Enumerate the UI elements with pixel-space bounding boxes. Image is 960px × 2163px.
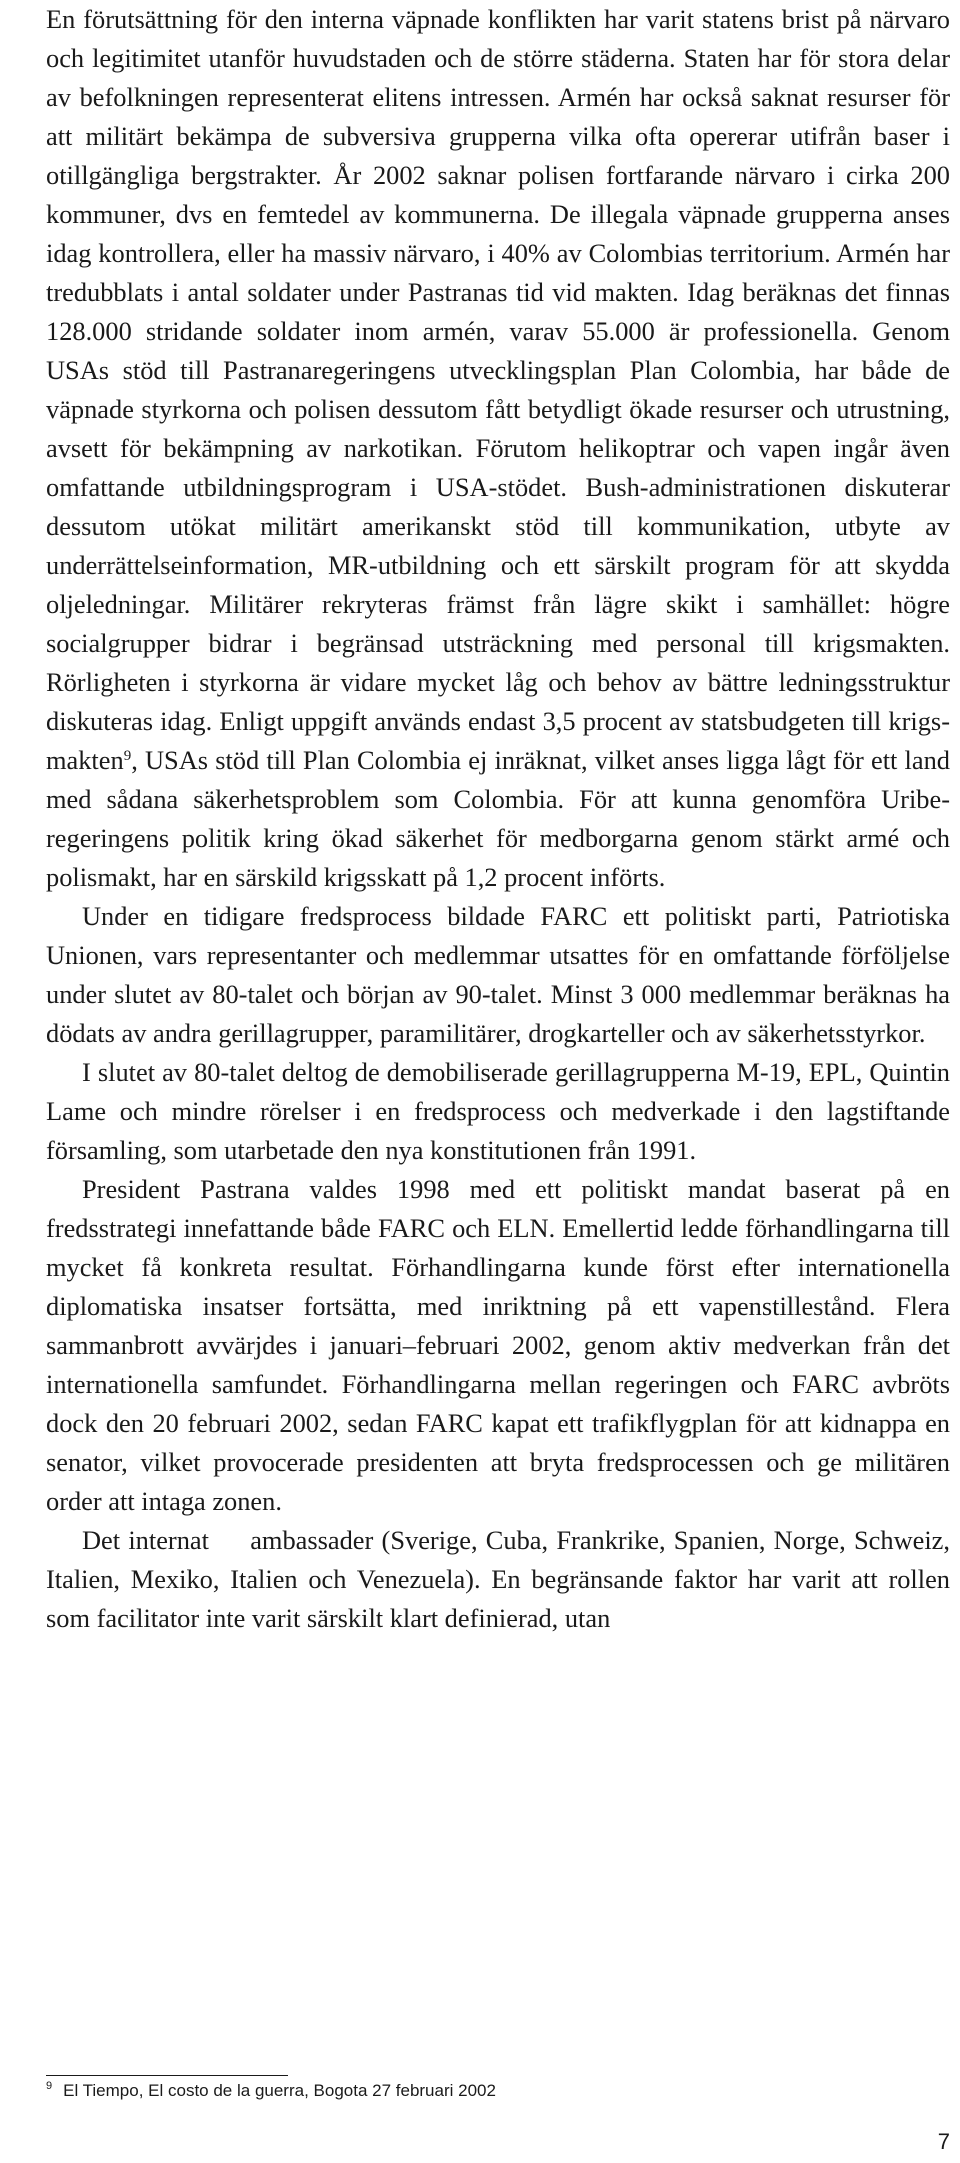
body-text — [46, 0, 957, 1638]
paragraph-4: President Pastrana valdes 1998 med ett politiskt mandat baserat på en fredsstrategi innefattande både FARC och ELN. Emellertid ledde förhandlingarna till mycket få konkreta resultat. Förhandlingarna kunde först efter internationella diplomatiska insatser fortsätta, med inriktning på ett vapenstillestånd. Flera sammanbrott avvärjdes i januari–februari 2002, genom aktiv medverkan från det internationella samfundet. Förhandlingarna mellan regeringen och FARC avbröts dock den 20 februari 2002, sedan FARC kapat ett trafikflygplan för att kidnappa en senator, vilket provocerade presidenten att bryta fredsprocessen och ge militären order att intaga zonen. — [46, 1174, 950, 1516]
footnote — [46, 2079, 496, 2103]
paragraph-1 — [46, 0, 950, 897]
footnote-number: 9 — [46, 2080, 53, 2093]
paragraph-2: Under en tidigare fredsprocess bildade FARC ett politiskt parti, Patriotiska Unionen, vars representanter och medlemmar utsattes för en omfattande förföljelse under slutet av 80-talet och början av 90-talet. Minst 3 000 medlemmar beräknas ha dödats av andra gerillagrupper, paramilitärer, drogkarteller och av säkerhetsstyrkor. — [46, 901, 950, 1048]
paragraph-5 — [46, 1521, 957, 1638]
footnote-reference: 9 — [123, 748, 132, 764]
footnote-divider — [46, 2075, 288, 2076]
paragraph-1-text: En förutsättning för den interna väpnade konflikten har varit statens brist på närvaro och legitimitet utanför huvudstaden och de större städerna. Staten har för stora delar av befolkningen representerat elitens intressen. Armén har också saknat resurser för att militärt bekämpa de subversiva grupperna vilka ofta opererar utifrån baser i otillgängliga bergstrakter. År 2002 saknar polisen fortfarande närvaro i cirka 200 kommuner, dvs en femtedel av kommunerna. De illegala väpnade grupperna anses idag kontrollera, eller ha massiv närvaro, i 40% av Colombias territorium. Armén har tredubblats i antal soldater under Pastranas tid vid makten. Idag beräknas det finnas 128.000 stridande soldater inom armén, varav 55.000 är professionella. Genom USAs stöd till Pastranaregeringens utvecklingsplan Plan Colombia, har både de väpnade styrkorna och polisen dessutom fått betydligt ökade resurser och utrustning, avsett för bekämpning av narkotikan. Förutom helikoptrar och vapen ingår även omfattande utbildningsprogram i USA-stödet. Bush-administrationen diskuterar dessutom utökat militärt amerikanskt stöd till kommunikation, utbyte av underrättelseinformation, MR-utbildning och ett särskilt program för att skydda oljeledningar. Militärer rekryteras främst från lägre skikt i samhället: högre socialgrupper bidrar i begränsad utsträckning med personal till krigsmakten. Rörligheten i styrkorna är vidare mycket låg och behov av bättre ledningsstruktur diskuteras idag. Enligt uppgift används endast 3,5 procent av statsbudgeten till krigsmakten — [46, 4, 950, 775]
page-number: 7 — [937, 2129, 950, 2154]
paragraph-1-continued: , USAs stöd till Plan Colombia ej inräknat, vilket anses ligga lågt för ett land med sådana säkerhetsproblem som Colombia. För att kunna genomföra Uribe-regeringens politik kring ökad säkerhet för medborgarna genom stärkt armé och polismakt, har en särskild krigsskatt på 1,2 procent införts. — [46, 745, 950, 892]
footnote-text: El Tiempo, El costo de la guerra, Bogota 27 februari 2002 — [63, 2081, 496, 2100]
paragraph-5-text: Det internat ambassader (Sverige, Cuba, Frankrike, Spanien, Norge, Schweiz, Italien, Mexiko, Italien och Venezuela). En begränsande faktor har varit att rollen som facilitator inte varit särskilt klart definierad, utan — [46, 1525, 957, 1633]
paragraph-3: I slutet av 80-talet deltog de demobiliserade gerillagrupperna M-19, EPL, Quintin Lame och mindre rörelser i en fredsprocess och medverkade i den lagstiftande församling, som utarbetade den nya konstitutionen från 1991. — [46, 1057, 950, 1165]
